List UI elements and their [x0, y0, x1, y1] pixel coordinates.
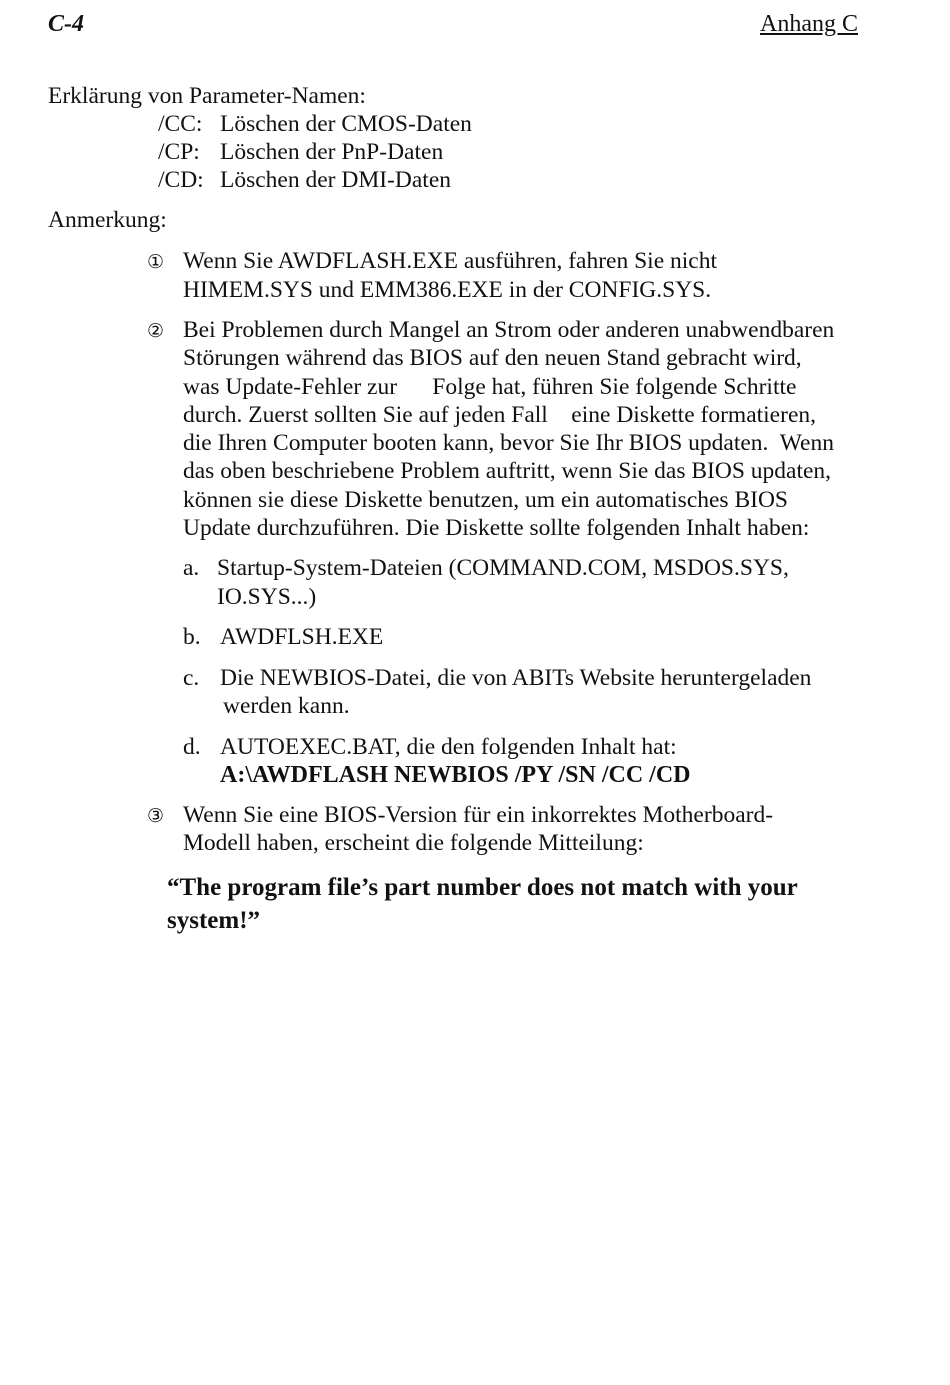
subitem-c-letter: c. — [183, 665, 200, 691]
param-key-cc: /CC: — [158, 111, 203, 137]
subitem-a-letter: a. — [183, 555, 200, 581]
note-3-line-2: Modell haben, erscheint die folgende Mitteilung: — [183, 830, 644, 856]
chapter-title: Anhang C — [760, 11, 858, 37]
subitem-b-letter: b. — [183, 624, 201, 650]
note-2-line-5: die Ihren Computer booten kann, bevor Sie Ihr BIOS updaten. Wenn — [183, 430, 834, 456]
note-2-line-6: das oben beschriebene Problem auftritt, wenn Sie das BIOS updaten, — [183, 458, 832, 484]
params-heading: Erklärung von Parameter-Namen: — [48, 83, 366, 109]
param-key-cd: /CD: — [158, 167, 204, 193]
subitem-c-line-2: werden kann. — [223, 693, 350, 719]
note-1-line-1: Wenn Sie AWDFLASH.EXE ausführen, fahren Sie nicht — [183, 248, 718, 274]
note-2-marker: ② — [147, 320, 165, 342]
note-2-line-4: durch. Zuerst sollten Sie auf jeden Fall eine Diskette formatieren, — [183, 402, 816, 428]
param-desc-cp: Löschen der PnP-Daten — [220, 139, 444, 165]
notes-heading: Anmerkung: — [48, 207, 167, 233]
subitem-a-line-1: Startup-System-Dateien (COMMAND.COM, MSDOS.SYS, — [217, 555, 789, 581]
param-desc-cd: Löschen der DMI-Daten — [220, 167, 451, 193]
subitem-d-letter: d. — [183, 734, 201, 760]
subitem-c-line-1: Die NEWBIOS-Datei, die von ABITs Website heruntergeladen — [220, 665, 812, 691]
note-3-marker: ③ — [147, 805, 165, 827]
subitem-d-line-1: AUTOEXEC.BAT, die den folgenden Inhalt hat: — [220, 734, 677, 760]
note-1-marker: ① — [147, 251, 165, 273]
note-3-line-1: Wenn Sie eine BIOS-Version für ein inkorrektes Motherboard- — [183, 802, 774, 828]
note-2-line-8: Update durchzuführen. Die Diskette sollte folgenden Inhalt haben: — [183, 515, 810, 541]
error-message-line-1: “The program file’s part number does not match with your — [167, 874, 798, 901]
note-1-line-2: HIMEM.SYS und EMM386.EXE in der CONFIG.SYS. — [183, 277, 712, 303]
note-2-line-7: können sie diese Diskette benutzen, um ein automatisches BIOS — [183, 487, 788, 513]
autoexec-command: A:\AWDFLASH NEWBIOS /PY /SN /CC /CD — [220, 762, 691, 788]
note-2-line-2: Störungen während das BIOS auf den neuen Stand gebracht wird, — [183, 345, 802, 371]
error-message-line-2: system!” — [167, 907, 261, 934]
note-2-line-1: Bei Problemen durch Mangel an Strom oder anderen unabwendbaren — [183, 317, 835, 343]
subitem-b-line-1: AWDFLSH.EXE — [220, 624, 384, 650]
subitem-a-line-2: IO.SYS...) — [217, 584, 317, 610]
param-desc-cc: Löschen der CMOS-Daten — [220, 111, 472, 137]
note-2-line-3: was Update-Fehler zur Folge hat, führen Sie folgende Schritte — [183, 374, 797, 400]
param-key-cp: /CP: — [158, 139, 200, 165]
page-number: C-4 — [48, 11, 84, 37]
